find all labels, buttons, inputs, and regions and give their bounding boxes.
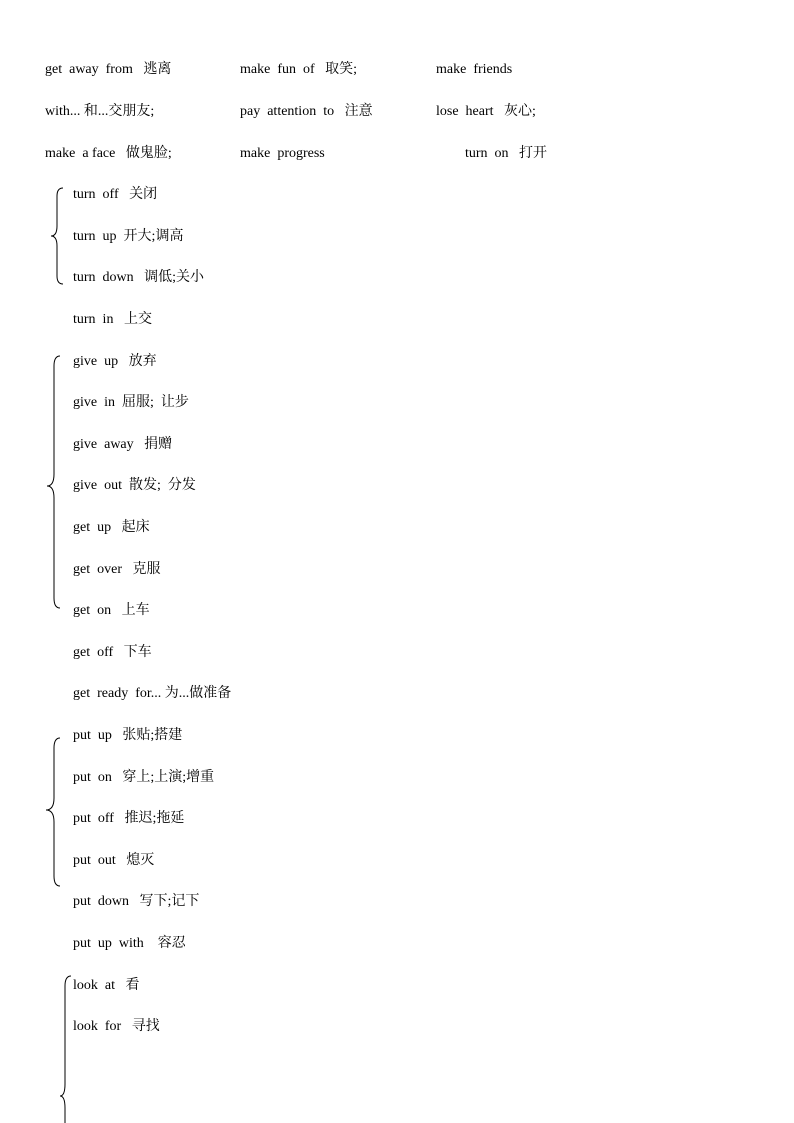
phrase-get-over: get over 克服 [73,562,161,577]
phrase-lose-heart: lose heart 灰心; [436,104,536,119]
phrase-give-out: give out 散发; 分发 [73,478,196,493]
phrase-make-fun-of: make fun of 取笑; [240,62,358,77]
phrase-make-friends: make friends [436,62,513,77]
brace-put-group [46,738,60,886]
phrase-give-in: give in 屈服; 让步 [73,395,189,410]
phrase-get-up: get up 起床 [73,520,150,535]
phrase-with: with... 和...交朋友; [45,104,155,119]
phrase-make-progress: make progress [240,146,325,161]
phrase-put-off: put off 推迟;拖延 [73,811,185,826]
brace-give-get-group [47,356,60,608]
phrase-get-off: get off 下车 [73,645,152,660]
phrase-give-away: give away 捐赠 [73,437,173,452]
phrase-pay-attention-to: pay attention to 注意 [240,104,373,119]
phrase-turn-off: turn off 关闭 [73,187,158,202]
phrase-look-at: look at 看 [73,978,140,993]
phrase-turn-up: turn up 开大;调高 [73,229,184,244]
phrase-turn-down: turn down 调低;关小 [73,270,205,285]
phrase-get-ready-for: get ready for... 为...做准备 [73,686,232,701]
phrase-look-for: look for 寻找 [73,1019,160,1034]
phrase-put-down: put down 写下;记下 [73,894,200,909]
brace-look-group [60,976,71,1123]
phrase-make-a-face: make a face 做鬼脸; [45,146,172,161]
phrase-get-away-from: get away from 逃离 [45,62,172,77]
phrase-turn-in: turn in 上交 [73,312,152,327]
brace-turn-group [51,188,63,284]
phrase-give-up: give up 放弃 [73,354,157,369]
phrase-put-on: put on 穿上;上演;增重 [73,770,215,785]
phrase-put-up-with: put up with 容忍 [73,936,186,951]
phrase-put-out: put out 熄灭 [73,853,155,868]
phrase-get-on: get on 上车 [73,603,150,618]
phrase-put-up: put up 张贴;搭建 [73,728,183,743]
phrase-turn-on: turn on 打开 [465,146,548,161]
